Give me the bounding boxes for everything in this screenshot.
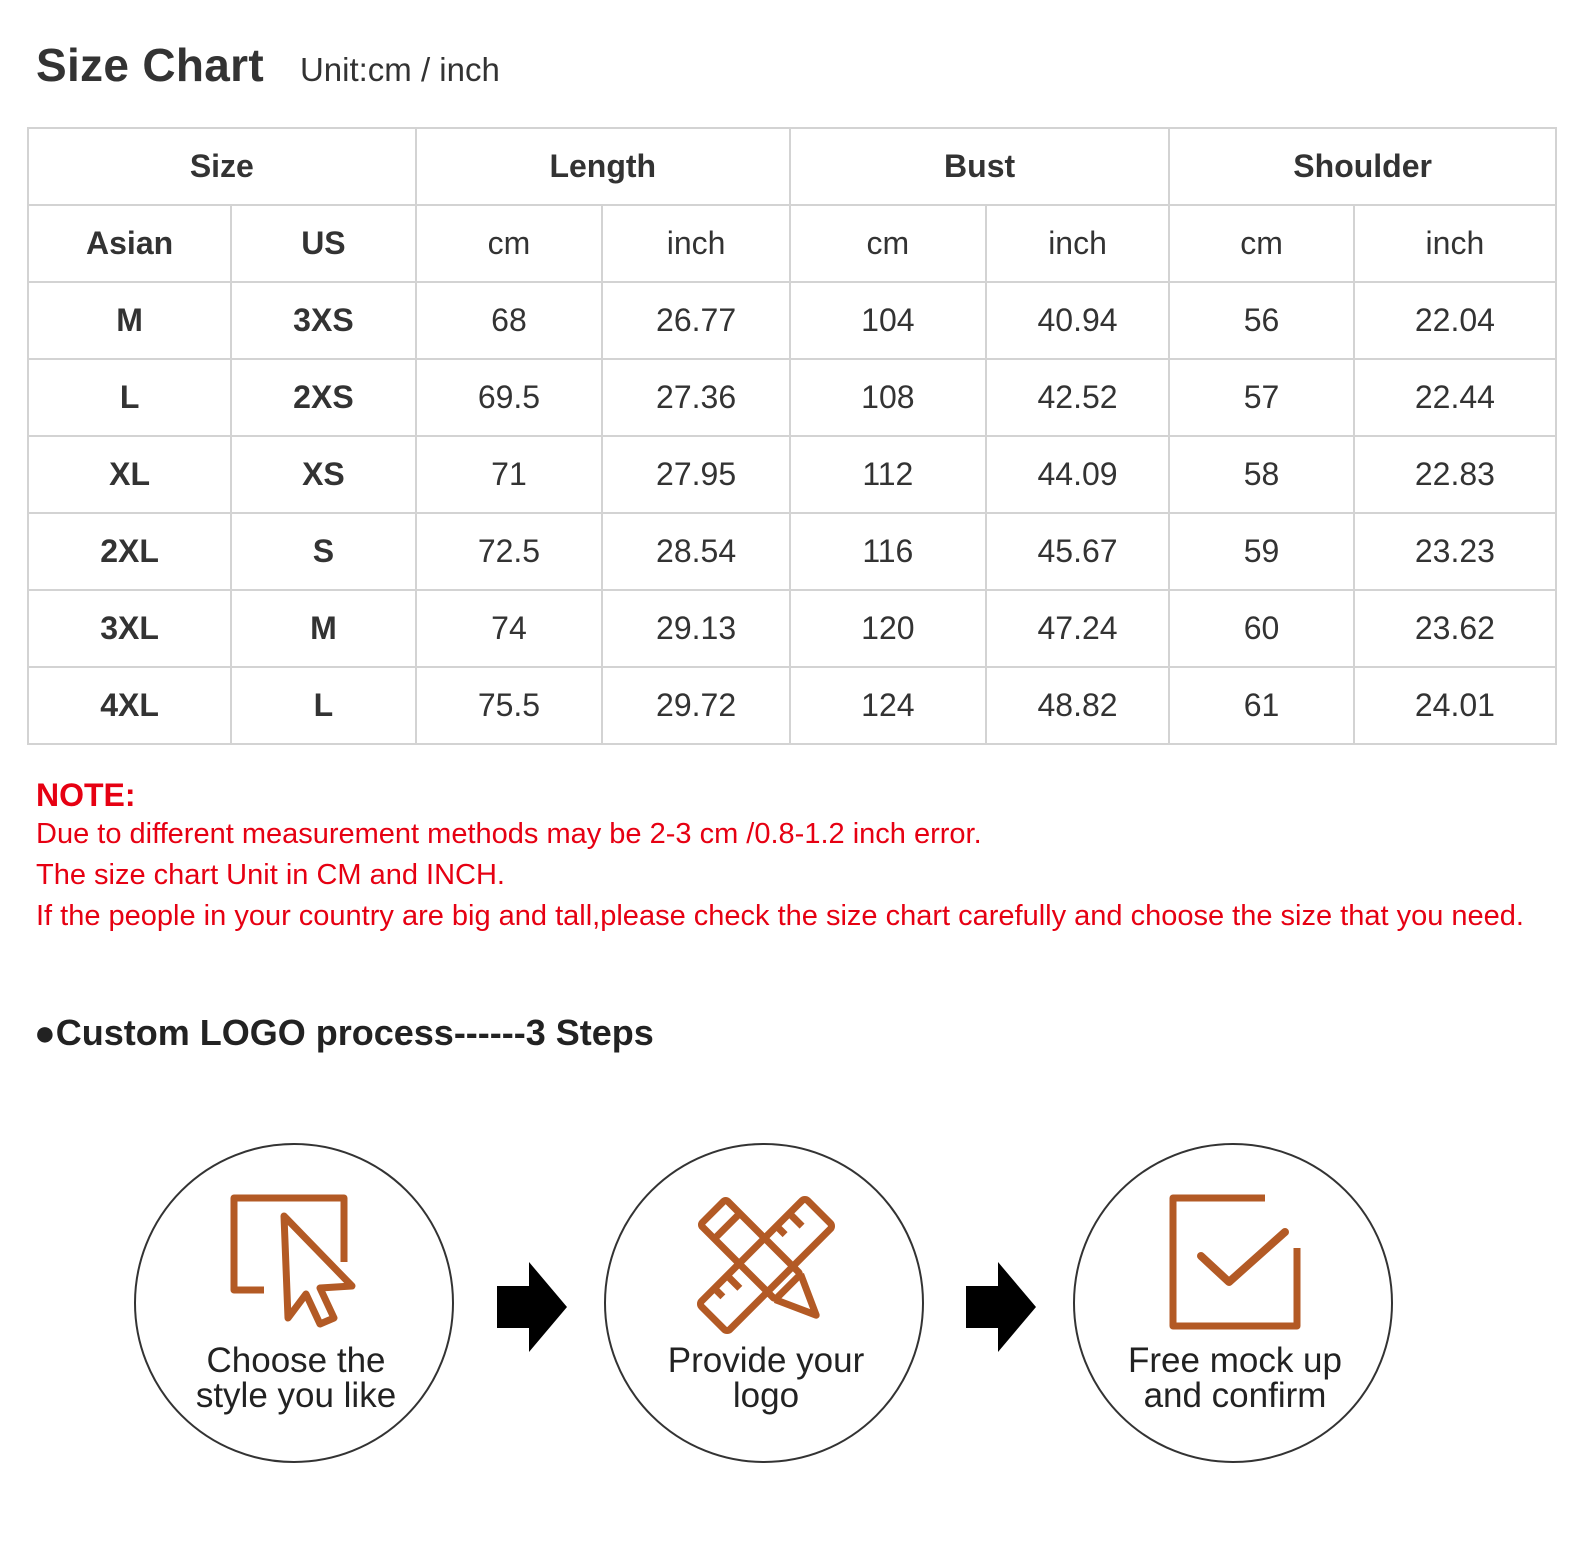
cell-length-cm: 68 — [416, 282, 603, 359]
cell-bust-cm: 116 — [790, 513, 986, 590]
cell-bust-inch: 47.24 — [986, 590, 1169, 667]
step-label — [1095, 1343, 1375, 1413]
cell-bust-cm: 124 — [790, 667, 986, 744]
group-header-length: Length — [416, 128, 790, 205]
cell-us-size: S — [231, 513, 416, 590]
cell-asian-size: 2XL — [28, 513, 231, 590]
step-label-line: and confirm — [1143, 1376, 1327, 1415]
cell-length-inch: 28.54 — [602, 513, 790, 590]
step-mockup-confirm — [1073, 1143, 1393, 1463]
cell-us-size: L — [231, 667, 416, 744]
unit-label: Unit:cm / inch — [299, 51, 500, 88]
table-row — [28, 436, 1556, 513]
cell-bust-cm: 108 — [790, 359, 986, 436]
cell-shoulder-cm: 61 — [1169, 667, 1354, 744]
cell-bust-cm: 104 — [790, 282, 986, 359]
cell-bust-cm: 112 — [790, 436, 986, 513]
arrow-right-icon — [497, 1262, 567, 1352]
cell-shoulder-inch: 22.83 — [1354, 436, 1556, 513]
step-choose-style — [134, 1143, 454, 1463]
step-label — [626, 1343, 906, 1413]
subheader-asian: Asian — [28, 205, 231, 282]
step-provide-logo — [604, 1143, 924, 1463]
group-header-row — [28, 128, 1556, 205]
note-line: If the people in your country are big and tall,please check the size chart carefully and choose the size that you need. — [36, 900, 1524, 932]
table-row — [28, 282, 1556, 359]
cell-asian-size: 4XL — [28, 667, 231, 744]
table-row — [28, 359, 1556, 436]
cell-bust-inch: 48.82 — [986, 667, 1169, 744]
cell-length-inch: 29.72 — [602, 667, 790, 744]
step-label-line: Choose the — [206, 1341, 386, 1380]
group-header-bust: Bust — [790, 128, 1169, 205]
cell-shoulder-cm: 56 — [1169, 282, 1354, 359]
cell-length-inch: 29.13 — [602, 590, 790, 667]
subheader-length-cm: cm — [416, 205, 603, 282]
group-header-shoulder: Shoulder — [1169, 128, 1556, 205]
cell-shoulder-cm: 60 — [1169, 590, 1354, 667]
cell-shoulder-inch: 23.23 — [1354, 513, 1556, 590]
cell-shoulder-inch: 23.62 — [1354, 590, 1556, 667]
subheader-bust-inch: inch — [986, 205, 1169, 282]
table-row — [28, 590, 1556, 667]
note-section — [36, 776, 1556, 937]
cell-shoulder-cm: 58 — [1169, 436, 1354, 513]
cell-shoulder-inch: 24.01 — [1354, 667, 1556, 744]
cell-bust-inch: 44.09 — [986, 436, 1169, 513]
cell-shoulder-inch: 22.44 — [1354, 359, 1556, 436]
cell-length-cm: 74 — [416, 590, 603, 667]
subheader-us: US — [231, 205, 416, 282]
step-label — [156, 1343, 436, 1413]
process-title: ●Custom LOGO process------3 Steps — [34, 1012, 654, 1053]
checkbox-icon — [1165, 1190, 1305, 1340]
group-header-size: Size — [28, 128, 416, 205]
subheader-bust-cm: cm — [790, 205, 986, 282]
cell-us-size: 2XS — [231, 359, 416, 436]
cell-bust-inch: 45.67 — [986, 513, 1169, 590]
cell-asian-size: L — [28, 359, 231, 436]
note-line: The size chart Unit in CM and INCH. — [36, 859, 505, 891]
step-label-line: logo — [732, 1376, 800, 1415]
cell-length-cm: 72.5 — [416, 513, 603, 590]
subheader-shoulder-cm: cm — [1169, 205, 1354, 282]
step-label-line: Free mock up — [1128, 1341, 1342, 1380]
cell-shoulder-inch: 22.04 — [1354, 282, 1556, 359]
cell-us-size: M — [231, 590, 416, 667]
cell-asian-size: M — [28, 282, 231, 359]
cell-us-size: XS — [231, 436, 416, 513]
size-chart-table — [27, 127, 1557, 745]
cell-shoulder-cm: 59 — [1169, 513, 1354, 590]
cursor-select-icon — [226, 1190, 366, 1340]
step-label-line: style you like — [195, 1376, 397, 1415]
subheader-shoulder-inch: inch — [1354, 205, 1556, 282]
step-label-line: Provide your — [667, 1341, 865, 1380]
cell-bust-inch: 42.52 — [986, 359, 1169, 436]
cell-bust-inch: 40.94 — [986, 282, 1169, 359]
pencil-ruler-icon — [696, 1190, 836, 1340]
cell-bust-cm: 120 — [790, 590, 986, 667]
cell-length-cm: 69.5 — [416, 359, 603, 436]
cell-length-cm: 71 — [416, 436, 603, 513]
note-title: NOTE: — [36, 777, 136, 813]
cell-length-inch: 27.36 — [602, 359, 790, 436]
cell-length-inch: 27.95 — [602, 436, 790, 513]
note-line: Due to different measurement methods may be 2-3 cm /0.8-1.2 inch error. — [36, 818, 982, 850]
page-title: Size Chart — [36, 39, 264, 91]
subheader-length-inch: inch — [602, 205, 790, 282]
cell-us-size: 3XS — [231, 282, 416, 359]
cell-length-inch: 26.77 — [602, 282, 790, 359]
cell-asian-size: 3XL — [28, 590, 231, 667]
cell-length-cm: 75.5 — [416, 667, 603, 744]
table-row — [28, 667, 1556, 744]
subheader-row — [28, 205, 1556, 282]
cell-shoulder-cm: 57 — [1169, 359, 1354, 436]
cell-asian-size: XL — [28, 436, 231, 513]
arrow-right-icon — [966, 1262, 1036, 1352]
table-row — [28, 513, 1556, 590]
header — [36, 38, 500, 92]
